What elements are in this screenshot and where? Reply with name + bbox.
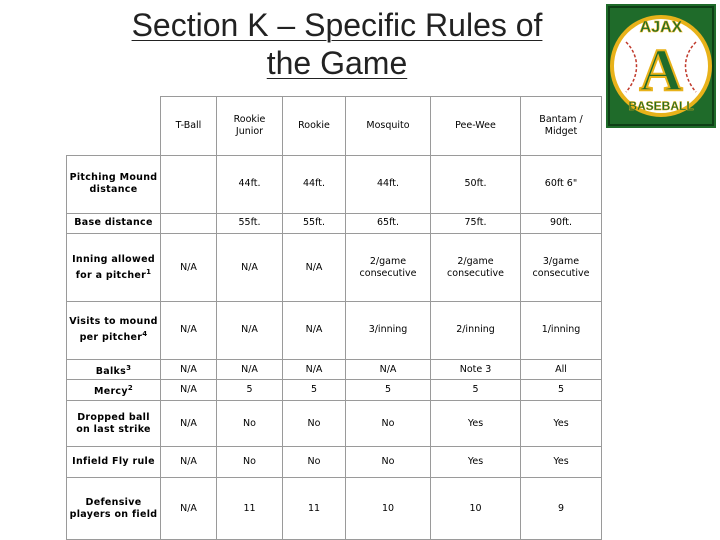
- row-label: [67, 380, 161, 401]
- table-cell: N/A: [161, 478, 217, 540]
- column-header-tball: T-Ball: [161, 97, 217, 156]
- table-cell: 2/inning: [431, 302, 521, 360]
- footnote-marker: 3: [126, 363, 132, 372]
- corner-cell: [67, 97, 161, 156]
- table-cell: [161, 156, 217, 214]
- table-row: [67, 213, 602, 234]
- table-cell: 3/game consecutive: [521, 234, 602, 302]
- table-cell: 2/game consecutive: [431, 234, 521, 302]
- table-cell: 60ft 6": [521, 156, 602, 214]
- row-label-text: Balks: [95, 365, 127, 377]
- table-cell: 5: [431, 380, 521, 401]
- table-cell: No: [346, 447, 431, 478]
- row-label: [67, 213, 161, 234]
- table-cell: 11: [283, 478, 346, 540]
- row-label-text: Inning allowed for a pitcher: [72, 253, 155, 281]
- table-row: [67, 380, 602, 401]
- column-header-pee-wee: Pee-Wee: [431, 97, 521, 156]
- column-header-mosquito: Mosquito: [346, 97, 431, 156]
- table-cell: N/A: [161, 359, 217, 380]
- table-cell: 65ft.: [346, 213, 431, 234]
- column-header-bantam-midget: Bantam / Midget: [521, 97, 602, 156]
- table-row: [67, 359, 602, 380]
- table-cell: No: [217, 447, 283, 478]
- table-cell: N/A: [161, 234, 217, 302]
- table-cell: N/A: [283, 302, 346, 360]
- table-body: [67, 156, 602, 540]
- table-cell: Yes: [431, 447, 521, 478]
- row-label: [67, 302, 161, 360]
- table-cell: N/A: [217, 302, 283, 360]
- table-cell: All: [521, 359, 602, 380]
- table-row: [67, 478, 602, 540]
- table-cell: N/A: [283, 359, 346, 380]
- table-cell: N/A: [161, 380, 217, 401]
- table-cell: 5: [346, 380, 431, 401]
- row-label-text: Mercy: [93, 386, 128, 398]
- row-label-text: Base distance: [74, 217, 153, 229]
- table-cell: N/A: [346, 359, 431, 380]
- row-label: [67, 447, 161, 478]
- header-row: [67, 97, 602, 156]
- table-cell: N/A: [217, 359, 283, 380]
- table-cell: No: [217, 400, 283, 446]
- table-cell: 2/game consecutive: [346, 234, 431, 302]
- table-cell: 90ft.: [521, 213, 602, 234]
- logo-bottom-text: BASEBALL: [628, 99, 694, 113]
- table-cell: 44ft.: [283, 156, 346, 214]
- column-header-rookie-junior: Rookie Junior: [217, 97, 283, 156]
- row-label: [67, 234, 161, 302]
- footnote-marker: 4: [142, 330, 148, 339]
- table-cell: 75ft.: [431, 213, 521, 234]
- table-cell: 5: [217, 380, 283, 401]
- table-row: [67, 234, 602, 302]
- table-row: [67, 156, 602, 214]
- row-label-text: Pitching Mound distance: [69, 172, 158, 196]
- table-cell: 10: [346, 478, 431, 540]
- table-cell: Yes: [431, 400, 521, 446]
- table-cell: N/A: [283, 234, 346, 302]
- row-label-text: Defensive players on field: [69, 496, 158, 520]
- table-cell: Yes: [521, 400, 602, 446]
- table-cell: N/A: [161, 302, 217, 360]
- table-cell: N/A: [161, 400, 217, 446]
- row-label: [67, 478, 161, 540]
- table-cell: No: [283, 447, 346, 478]
- table-cell: N/A: [161, 447, 217, 478]
- table-cell: Note 3: [431, 359, 521, 380]
- table-cell: No: [346, 400, 431, 446]
- table-cell: 10: [431, 478, 521, 540]
- logo-arc-text: AJAX: [639, 19, 683, 36]
- table-cell: 44ft.: [217, 156, 283, 214]
- table-cell: 11: [217, 478, 283, 540]
- table-cell: 50ft.: [431, 156, 521, 214]
- footnote-marker: 1: [146, 267, 152, 276]
- footnote-marker: 2: [127, 384, 134, 393]
- table-cell: N/A: [217, 234, 283, 302]
- row-label: [67, 400, 161, 446]
- table-cell: 5: [521, 380, 602, 401]
- table-cell: [161, 213, 217, 234]
- column-header-rookie: Rookie: [283, 97, 346, 156]
- row-label-text: Infield Fly rule: [72, 456, 155, 468]
- table-cell: No: [283, 400, 346, 446]
- table-row: [67, 400, 602, 446]
- table-row: [67, 447, 602, 478]
- table-cell: 1/inning: [521, 302, 602, 360]
- row-label-text: Dropped ball on last strike: [76, 411, 151, 435]
- table-cell: Yes: [521, 447, 602, 478]
- table-row: [67, 302, 602, 360]
- table-cell: 55ft.: [217, 213, 283, 234]
- ajax-baseball-logo: [606, 4, 716, 128]
- table-cell: 55ft.: [283, 213, 346, 234]
- row-label: [67, 359, 161, 380]
- table-cell: 3/inning: [346, 302, 431, 360]
- table-cell: 5: [283, 380, 346, 401]
- table-cell: 44ft.: [346, 156, 431, 214]
- table-cell: 9: [521, 478, 602, 540]
- logo-letter: A: [639, 37, 683, 103]
- page-title: Section K – Specific Rules of the Game: [131, 7, 543, 81]
- row-label: [67, 156, 161, 214]
- row-label-text: Visits to mound per pitcher: [69, 316, 158, 344]
- rules-table: [66, 96, 602, 540]
